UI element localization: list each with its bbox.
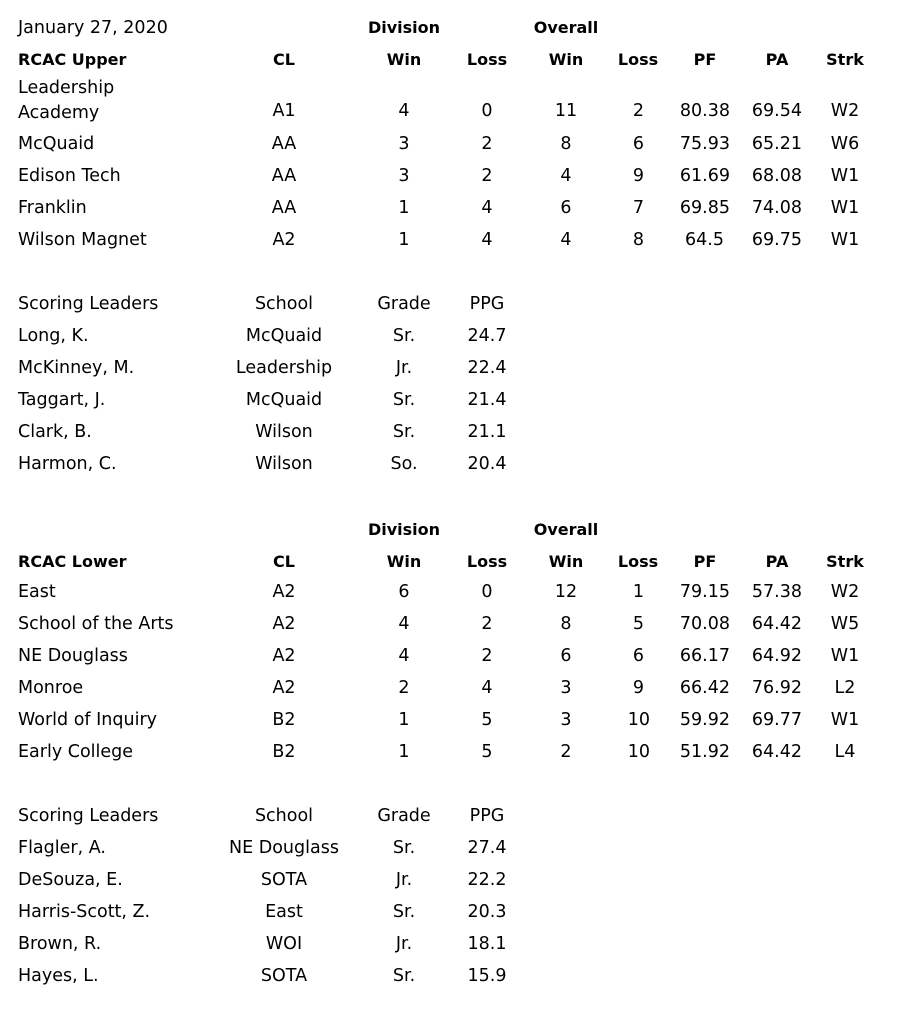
streak: W1 <box>830 166 860 186</box>
player-ppg: 27.4 <box>467 838 507 858</box>
header-ov-win: Win <box>548 552 584 571</box>
team-name: NE Douglass <box>18 646 128 666</box>
points-for: 69.85 <box>679 198 730 218</box>
points-against: 57.38 <box>751 582 802 602</box>
player-school: East <box>265 902 303 922</box>
overall-loss: 7 <box>632 198 644 218</box>
team-class: A2 <box>272 582 296 602</box>
div-loss: 2 <box>481 134 493 154</box>
header-ppg: PPG <box>469 806 505 826</box>
player-name: Clark, B. <box>18 422 92 442</box>
overall-win: 6 <box>560 646 572 666</box>
div-win: 6 <box>398 582 410 602</box>
player-grade: Jr. <box>395 934 413 954</box>
points-against: 74.08 <box>751 198 802 218</box>
header-cl: CL <box>273 50 295 69</box>
player-ppg: 21.1 <box>467 422 507 442</box>
team-name: Wilson Magnet <box>18 230 147 250</box>
division-group-label: Division <box>367 18 441 37</box>
overall-loss: 2 <box>632 101 644 121</box>
overall-loss: 1 <box>632 582 644 602</box>
player-ppg: 22.2 <box>467 870 507 890</box>
div-loss: 4 <box>481 678 493 698</box>
leaders-title: Scoring Leaders <box>18 806 159 826</box>
team-class: A1 <box>272 101 296 121</box>
points-for: 80.38 <box>679 101 730 121</box>
player-name: DeSouza, E. <box>18 870 123 890</box>
overall-loss: 8 <box>632 230 644 250</box>
div-win: 3 <box>398 166 410 186</box>
streak: W1 <box>830 230 860 250</box>
player-ppg: 21.4 <box>467 390 507 410</box>
overall-group-label: Overall <box>533 18 599 37</box>
div-loss: 4 <box>481 198 493 218</box>
player-name: Long, K. <box>18 326 89 346</box>
team-class: A2 <box>272 646 296 666</box>
points-for: 51.92 <box>679 742 730 762</box>
overall-group-label: Overall <box>533 520 599 539</box>
div-win: 2 <box>398 678 410 698</box>
player-grade: Sr. <box>392 390 416 410</box>
streak: L2 <box>834 678 856 698</box>
overall-loss: 5 <box>632 614 644 634</box>
team-class: A2 <box>272 678 296 698</box>
overall-loss: 6 <box>632 134 644 154</box>
header-conference: RCAC Upper <box>18 50 127 69</box>
streak: W1 <box>830 646 860 666</box>
div-win: 1 <box>398 742 410 762</box>
header-grade: Grade <box>377 806 431 826</box>
leaders-title: Scoring Leaders <box>18 294 159 314</box>
player-ppg: 18.1 <box>467 934 507 954</box>
overall-loss: 10 <box>627 742 650 762</box>
points-against: 69.54 <box>751 101 802 121</box>
overall-win: 4 <box>560 230 572 250</box>
overall-win: 8 <box>560 614 572 634</box>
points-against: 64.42 <box>751 614 802 634</box>
div-loss: 0 <box>481 101 493 121</box>
streak: W1 <box>830 710 860 730</box>
team-name: McQuaid <box>18 134 95 154</box>
player-name: McKinney, M. <box>18 358 135 378</box>
points-for: 66.42 <box>679 678 730 698</box>
header-div-win: Win <box>386 50 422 69</box>
overall-win: 12 <box>554 582 578 602</box>
player-grade: Sr. <box>392 838 416 858</box>
div-win: 1 <box>398 710 410 730</box>
player-name: Harmon, C. <box>18 454 117 474</box>
team-name: School of the Arts <box>18 614 174 634</box>
streak: W5 <box>830 614 860 634</box>
player-grade: Sr. <box>392 902 416 922</box>
player-school: Leadership <box>235 358 333 378</box>
team-class: B2 <box>272 742 296 762</box>
points-against: 64.42 <box>751 742 802 762</box>
division-group-label: Division <box>367 520 441 539</box>
player-school: Wilson <box>255 454 313 474</box>
overall-loss: 9 <box>632 166 644 186</box>
player-grade: Sr. <box>392 326 416 346</box>
header-strk: Strk <box>826 50 864 69</box>
player-grade: Sr. <box>392 422 416 442</box>
player-name: Hayes, L. <box>18 966 99 986</box>
div-win: 1 <box>398 230 410 250</box>
team-name: Leadership Academy <box>18 78 115 123</box>
team-class: AA <box>271 134 297 154</box>
div-loss: 0 <box>481 582 493 602</box>
points-for: 70.08 <box>679 614 730 634</box>
points-for: 61.69 <box>679 166 730 186</box>
overall-loss: 6 <box>632 646 644 666</box>
overall-win: 2 <box>560 742 572 762</box>
points-against: 65.21 <box>751 134 802 154</box>
team-class: AA <box>271 166 297 186</box>
header-conference: RCAC Lower <box>18 552 127 571</box>
player-grade: Jr. <box>395 870 413 890</box>
div-loss: 2 <box>481 166 493 186</box>
div-loss: 2 <box>481 614 493 634</box>
header-div-loss: Loss <box>466 552 508 571</box>
points-for: 59.92 <box>679 710 730 730</box>
header-school: School <box>254 294 314 314</box>
div-loss: 5 <box>481 742 493 762</box>
points-against: 68.08 <box>751 166 802 186</box>
streak: W6 <box>830 134 860 154</box>
player-name: Taggart, J. <box>18 390 106 410</box>
header-ov-loss: Loss <box>617 50 659 69</box>
team-name: Franklin <box>18 198 87 218</box>
div-loss: 5 <box>481 710 493 730</box>
team-name: Early College <box>18 742 134 762</box>
div-loss: 2 <box>481 646 493 666</box>
overall-loss: 9 <box>632 678 644 698</box>
div-win: 3 <box>398 134 410 154</box>
team-class: A2 <box>272 230 296 250</box>
streak: W1 <box>830 198 860 218</box>
div-win: 4 <box>398 646 410 666</box>
header-pa: PA <box>765 50 789 69</box>
points-against: 64.92 <box>751 646 802 666</box>
overall-win: 6 <box>560 198 572 218</box>
points-against: 69.77 <box>751 710 802 730</box>
team-name: Monroe <box>18 678 84 698</box>
streak: W2 <box>830 101 860 121</box>
header-grade: Grade <box>377 294 431 314</box>
player-school: NE Douglass <box>229 838 339 858</box>
streak: W2 <box>830 582 860 602</box>
header-ppg: PPG <box>469 294 505 314</box>
player-school: SOTA <box>260 870 308 890</box>
team-class: AA <box>271 198 297 218</box>
div-win: 4 <box>398 614 410 634</box>
player-ppg: 22.4 <box>467 358 507 378</box>
player-grade: Sr. <box>392 966 416 986</box>
player-grade: So. <box>390 454 418 474</box>
header-div-loss: Loss <box>466 50 508 69</box>
player-school: SOTA <box>260 966 308 986</box>
points-for: 66.17 <box>679 646 730 666</box>
team-class: B2 <box>272 710 296 730</box>
overall-win: 8 <box>560 134 572 154</box>
player-school: McQuaid <box>245 326 323 346</box>
header-pf: PF <box>693 50 717 69</box>
player-name: Flagler, A. <box>18 838 106 858</box>
team-class: A2 <box>272 614 296 634</box>
points-for: 64.5 <box>685 230 724 250</box>
points-against: 69.75 <box>751 230 802 250</box>
team-name: Edison Tech <box>18 166 121 186</box>
header-pa: PA <box>765 552 789 571</box>
div-win: 4 <box>398 101 410 121</box>
player-school: Wilson <box>255 422 313 442</box>
header-strk: Strk <box>826 552 864 571</box>
header-ov-loss: Loss <box>617 552 659 571</box>
report-date: January 27, 2020 <box>18 18 168 38</box>
player-ppg: 20.4 <box>467 454 507 474</box>
div-win: 1 <box>398 198 410 218</box>
player-ppg: 24.7 <box>467 326 507 346</box>
overall-win: 11 <box>554 101 578 121</box>
div-loss: 4 <box>481 230 493 250</box>
team-name: East <box>18 582 56 602</box>
overall-win: 3 <box>560 710 572 730</box>
player-school: McQuaid <box>245 390 323 410</box>
header-pf: PF <box>693 552 717 571</box>
player-ppg: 15.9 <box>467 966 507 986</box>
header-ov-win: Win <box>548 50 584 69</box>
player-school: WOI <box>265 934 303 954</box>
team-name: World of Inquiry <box>18 710 158 730</box>
header-div-win: Win <box>386 552 422 571</box>
overall-loss: 10 <box>627 710 650 730</box>
overall-win: 4 <box>560 166 572 186</box>
player-grade: Jr. <box>395 358 413 378</box>
streak: L4 <box>834 742 856 762</box>
points-for: 79.15 <box>679 582 730 602</box>
player-name: Harris-Scott, Z. <box>18 902 151 922</box>
header-cl: CL <box>273 552 295 571</box>
header-school: School <box>254 806 314 826</box>
player-ppg: 20.3 <box>467 902 507 922</box>
overall-win: 3 <box>560 678 572 698</box>
points-for: 75.93 <box>679 134 730 154</box>
player-name: Brown, R. <box>18 934 102 954</box>
points-against: 76.92 <box>751 678 802 698</box>
